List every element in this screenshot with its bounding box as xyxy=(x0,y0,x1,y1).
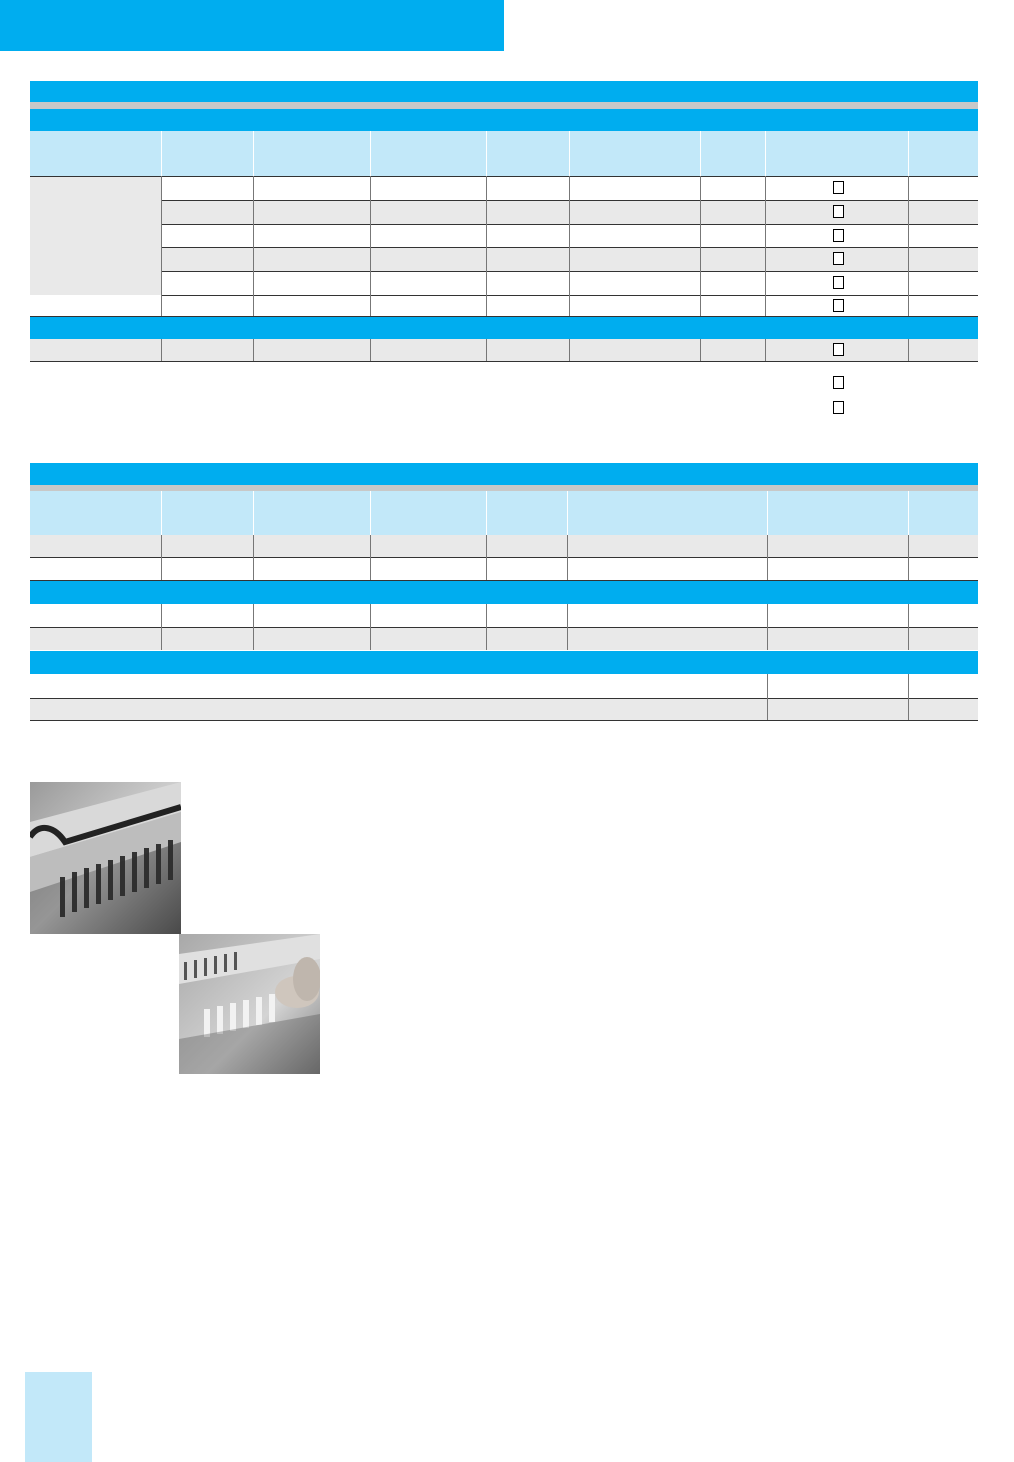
table-1-separator xyxy=(30,102,978,109)
order-checkbox[interactable] xyxy=(833,181,844,194)
order-checkbox[interactable] xyxy=(833,343,844,356)
table-1-title-bar xyxy=(30,81,978,102)
table-2-header-row xyxy=(30,491,978,535)
order-checkbox[interactable] xyxy=(833,276,844,289)
table-2-title-bar xyxy=(30,463,978,485)
legend-checkbox xyxy=(833,376,844,389)
table-row xyxy=(30,535,978,557)
table-2-section-bar xyxy=(30,581,978,604)
table-row xyxy=(30,698,978,720)
table-1-first-column-merged xyxy=(30,176,161,295)
table-row xyxy=(30,627,978,650)
table-2-section-bar-2 xyxy=(30,651,978,674)
order-checkbox[interactable] xyxy=(833,299,844,312)
page-footer-tab xyxy=(25,1372,92,1462)
order-checkbox[interactable] xyxy=(833,205,844,218)
legend-checkbox xyxy=(833,401,844,414)
page-header-band xyxy=(0,0,504,51)
table-1-subtitle-bar xyxy=(30,109,978,131)
table-1-header-row xyxy=(30,131,978,176)
order-checkbox[interactable] xyxy=(833,252,844,265)
terminal-block-hand-insert-photo xyxy=(179,934,320,1074)
order-checkbox[interactable] xyxy=(833,229,844,242)
table-1-section-bar xyxy=(30,317,978,339)
terminal-block-jumper-photo xyxy=(30,782,181,934)
